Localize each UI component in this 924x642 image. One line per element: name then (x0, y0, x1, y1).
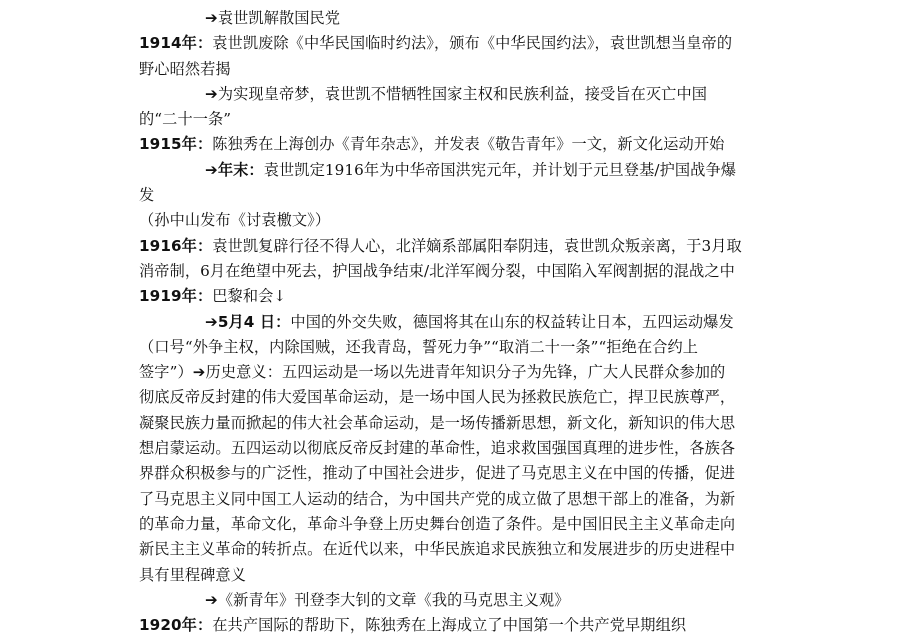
text-line (139, 461, 809, 486)
line-text: 中国的外交失败，德国将其在山东的权益转让日本，五四运动爆发 (290, 312, 734, 331)
line-text: 袁世凯解散国民党 (217, 9, 341, 27)
line-text: 袁世凯复辟行径不得人心，北洋嫡系部属阳奉阴违，袁世凯众叛亲离，于3月取 (212, 236, 742, 255)
line-text: 巴黎和会↓ (212, 287, 287, 306)
text-line (139, 259, 809, 284)
year-label: 1915年： (139, 135, 213, 154)
line-text: 的“二十一条” (139, 110, 232, 129)
line-text: 想启蒙运动。五四运动以彻底反帝反封建的革命性，追求救国强国真理的进步性，各族各 (139, 439, 736, 458)
year-label: 1916年： (139, 236, 213, 255)
line-text: 界群众积极参与的广泛性，推动了中国社会进步，促进了马克思主义在中国的传播，促进 (139, 464, 736, 483)
year-label: 年末： (217, 160, 264, 179)
arrow-icon: ➔ (205, 9, 218, 27)
text-line (139, 335, 809, 360)
year-label: 1914年： (139, 34, 213, 53)
line-text: 具有里程碑意义 (139, 565, 247, 584)
text-line (139, 158, 809, 183)
line-text: 袁世凯废除《中华民国临时约法》，颁布《中华民国约法》，袁世凯想当皇帝的 (212, 34, 733, 53)
text-line (139, 183, 809, 208)
text-line (139, 563, 809, 588)
text-line (139, 310, 809, 335)
line-text: 发 (139, 186, 155, 205)
line-text: （口号“外争主权，内除国贼，还我青岛，誓死力争”“取消二十一条”“拒绝在合约上 (139, 337, 699, 356)
line-text: 为实现皇帝梦，袁世凯不惜牺牲国家主权和民族利益，接受旨在灭亡中国 (217, 84, 708, 103)
text-line (139, 107, 809, 132)
text-line (139, 132, 809, 157)
text-line (139, 208, 809, 233)
arrow-icon: ➔ (205, 84, 218, 103)
text-line (139, 31, 809, 56)
text-line (139, 487, 809, 512)
line-text: 新民主主义革命的转折点。在近代以来，中华民族追求民族独立和发展进步的历史进程中 (139, 540, 736, 559)
line-text: （孙中山发布《讨袁檄文》） (139, 211, 331, 230)
line-text: 了马克思主义同中国工人运动的结合，为中国共产党的成立做了思想干部上的准备，为新 (139, 489, 736, 508)
arrow-icon: ➔ (205, 590, 218, 609)
text-line (139, 411, 809, 436)
text-line (139, 588, 809, 613)
year-label: 5月4 日： (217, 312, 291, 331)
line-text: 野心昭然若揭 (139, 59, 231, 78)
line-text: 的革命力量，革命文化，革命斗争登上历史舞台创造了条件。是中国旧民主主义革命走向 (139, 514, 736, 533)
text-line (139, 284, 809, 309)
line-text: 在共产国际的帮助下，陈独秀在上海成立了中国第一个共产党早期组织 (212, 616, 687, 635)
line-text: 签字”）➔历史意义：五四运动是一场以先进青年知识分子为先锋，广大人民群众参加的 (139, 363, 726, 382)
text-line (139, 360, 809, 385)
text-line (139, 537, 809, 562)
line-text: 陈独秀在上海创办《青年杂志》，并发表《敬告青年》一文，新文化运动开始 (212, 135, 725, 154)
text-line (139, 385, 809, 410)
text-line (139, 6, 809, 31)
text-line (139, 234, 809, 259)
text-line (139, 436, 809, 461)
year-label: 1920年： (139, 616, 213, 635)
text-line (139, 82, 809, 107)
text-line (139, 512, 809, 537)
line-text: 凝聚民族力量而掀起的伟大社会革命运动，是一场传播新思想，新文化，新知识的伟大思 (139, 413, 736, 432)
text-line (139, 57, 809, 82)
arrow-icon: ➔ (205, 312, 218, 331)
text-line (139, 613, 809, 638)
line-text: 消帝制，6月在绝望中死去，护国战争结束/北洋军阀分裂，中国陷入军阀割据的混战之中 (139, 261, 735, 280)
line-text: 《新青年》刊登李大钊的文章《我的马克思主义观》 (217, 590, 570, 609)
year-label: 1919年： (139, 287, 213, 306)
document-body (139, 6, 809, 638)
arrow-icon: ➔ (205, 160, 218, 179)
line-text: 彻底反帝反封建的伟大爱国革命运动，是一场中国人民为拯救民族危亡，捍卫民族尊严， (139, 388, 736, 407)
line-text: 袁世凯定1916年为中华帝国洪宪元年，并计划于元旦登基/护国战争爆 (263, 160, 737, 179)
